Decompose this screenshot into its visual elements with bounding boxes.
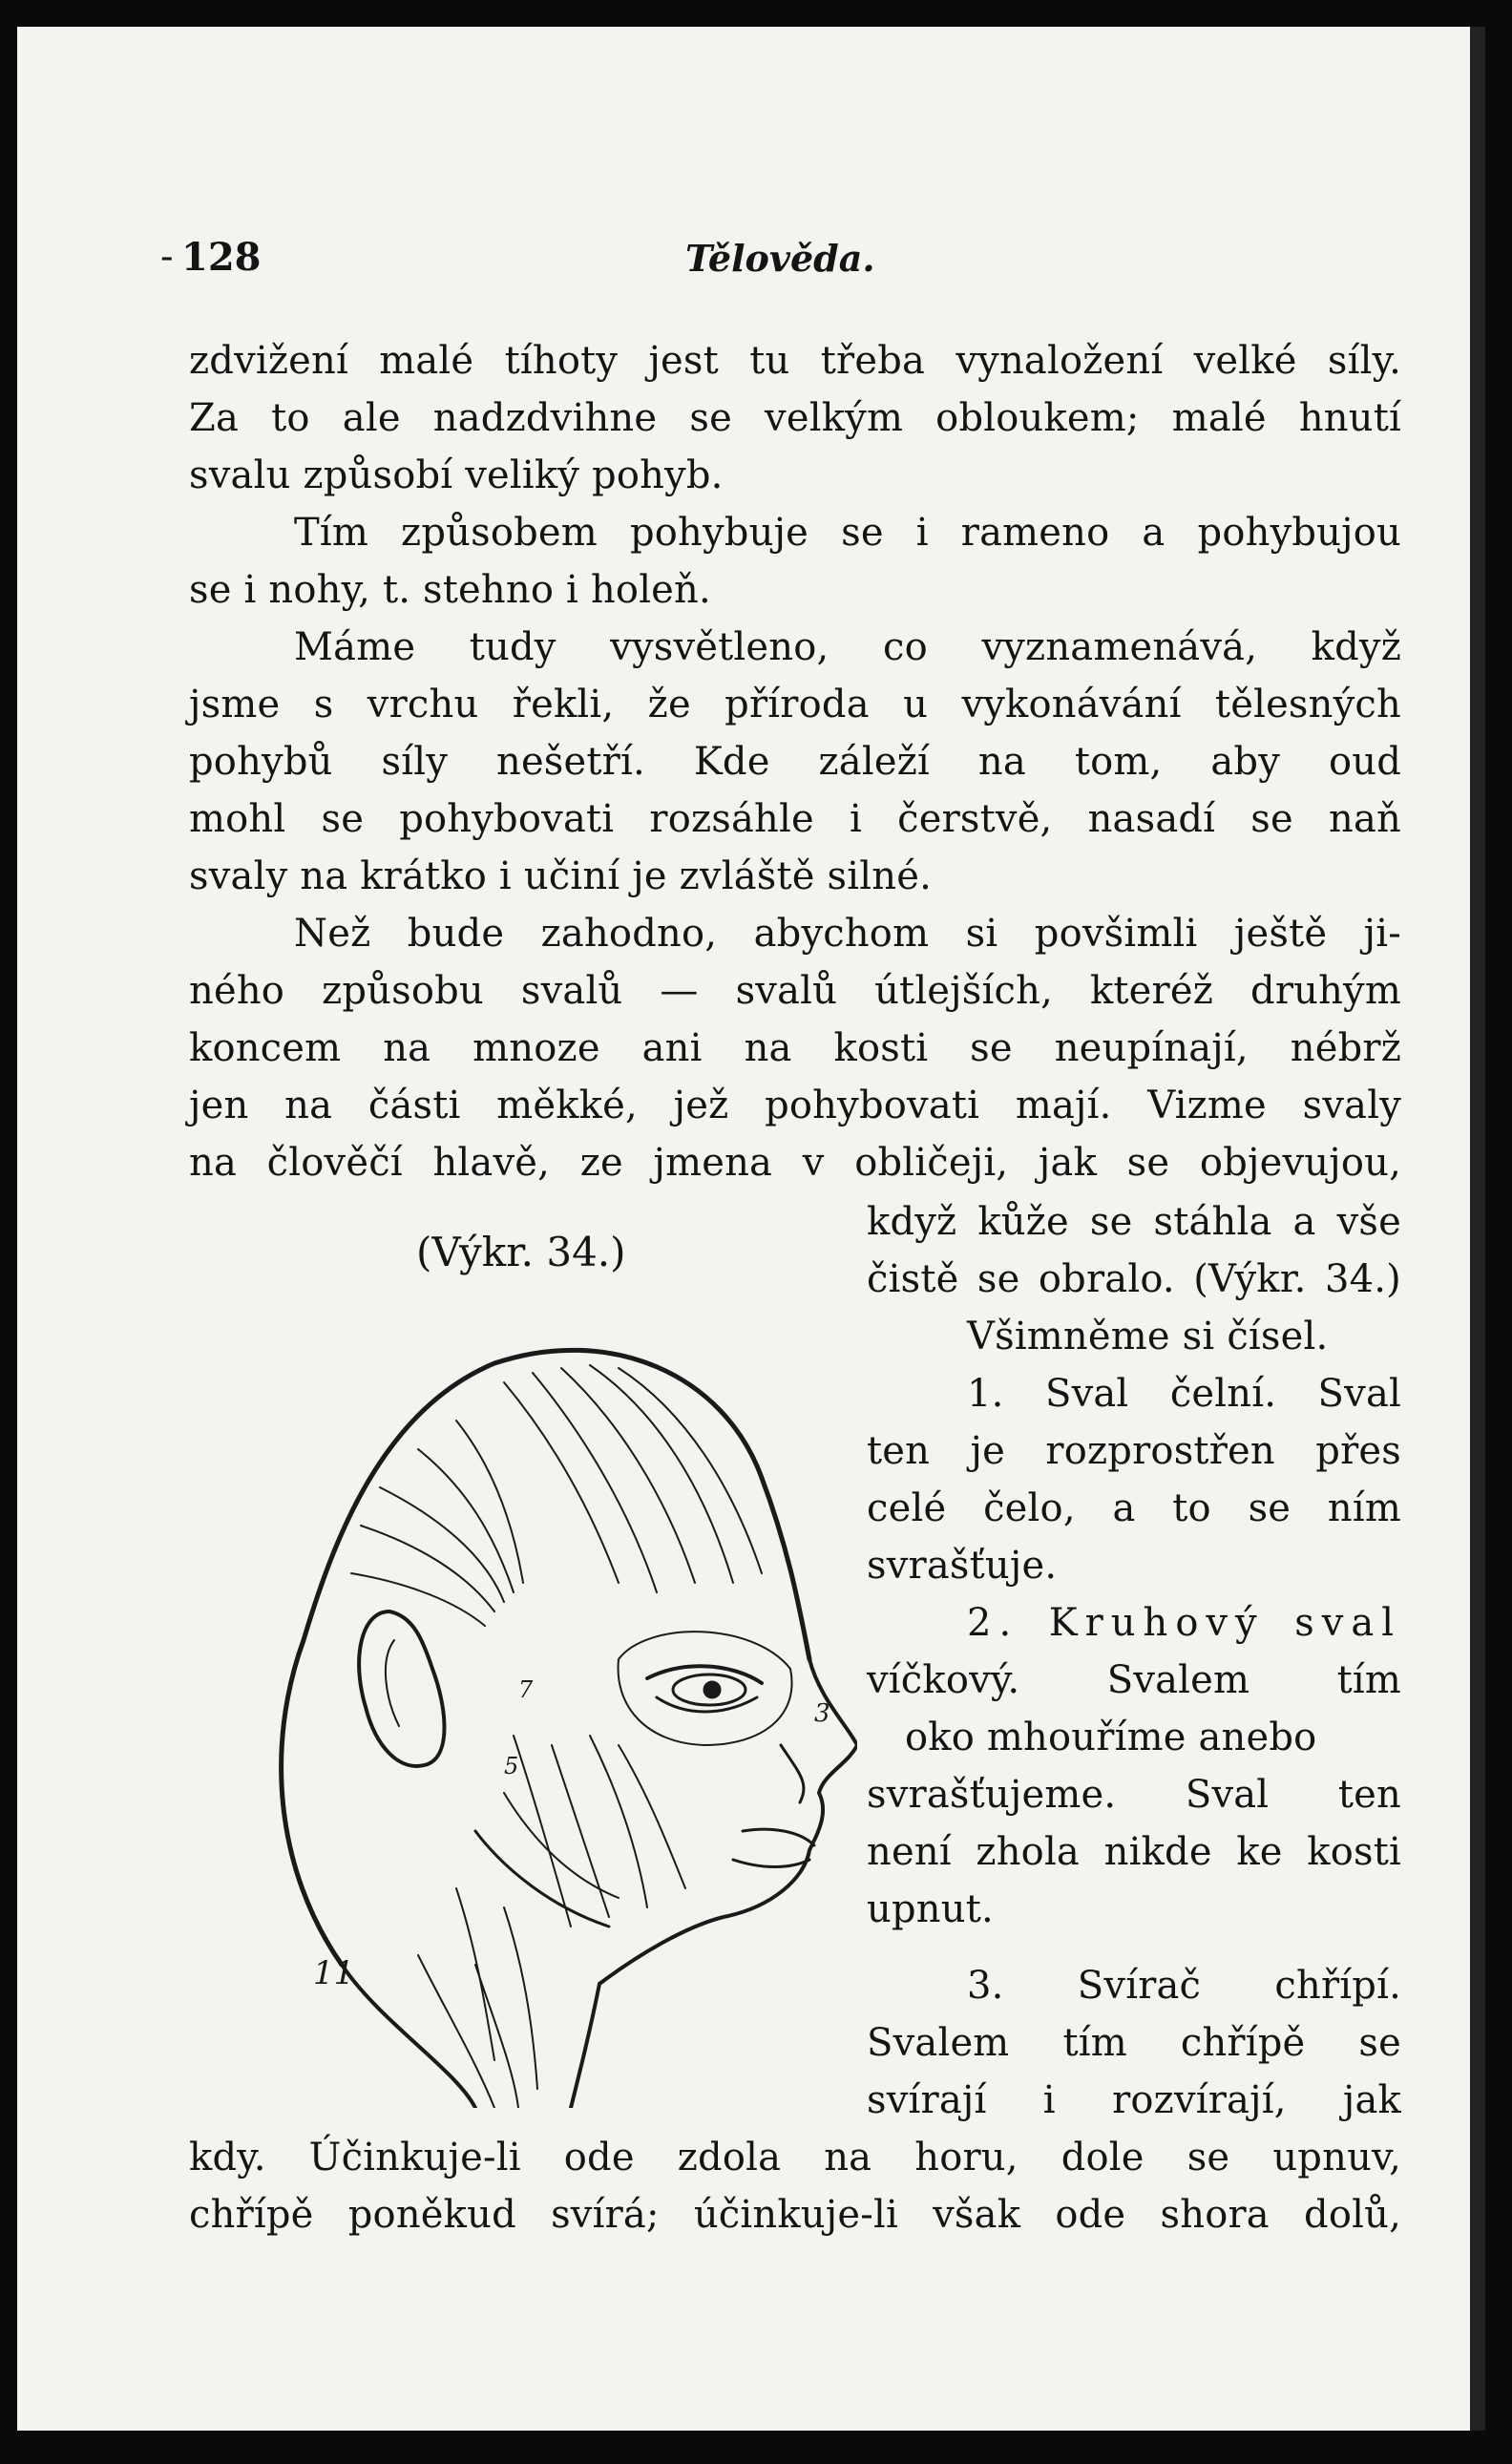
text-line: Máme tudy vysvětleno, co vyznamenává, když <box>294 625 1401 669</box>
page-edge-shadow <box>1470 27 1485 2431</box>
text-line: se i nohy, t. stehno i holeň. <box>189 568 711 612</box>
text-line: Za to ale nadzdvihne se velkým obloukem; malé hnutí <box>189 396 1401 440</box>
text-line: víčkový. Svalem tím <box>867 1658 1401 1702</box>
figure-caption: (Výkr. 34.) <box>416 1229 626 1275</box>
text-line: není zhola nikde ke kosti <box>867 1830 1401 1874</box>
figure-label: 11 <box>313 1954 355 1992</box>
text-line: zdvižení malé tíhoty jest tu třeba vynaložení velké síly. <box>189 339 1401 383</box>
page-number: 128 <box>181 235 262 280</box>
text-line: chřípě poněkud svírá; účinkuje-li však ode shora dolů, <box>189 2193 1401 2237</box>
text-line: jen na části měkké, jež pohybovati mají. Vizme svaly <box>189 1084 1401 1127</box>
text-line: čistě se obralo. (Výkr. 34.) <box>867 1257 1401 1301</box>
text-line: celé čelo, a to se ním <box>867 1486 1401 1530</box>
text-line: když kůže se stáhla a vše <box>867 1200 1401 1244</box>
figure-label: 5 <box>504 1753 519 1780</box>
text-line: svrašťuje. <box>867 1544 1058 1588</box>
text-line: upnut. <box>867 1887 994 1931</box>
text-line: kdy. Účinkuje-li ode zdola na horu, dole se upnuv, <box>189 2136 1401 2180</box>
text-line: svrašťujeme. Sval ten <box>867 1773 1401 1817</box>
figure-label: 3 <box>814 1699 830 1728</box>
text-line: mohl se pohybovati rozsáhle i čerstvě, nasadí se naň <box>189 797 1401 841</box>
text-line: svírají i rozvírají, jak <box>867 2078 1401 2122</box>
text-line: 3. Svírač chřípí. <box>967 1964 1401 2008</box>
head-muscles-illustration <box>189 1296 857 2108</box>
figure-label: 7 <box>518 1676 534 1703</box>
running-header <box>17 235 1480 292</box>
text-line: jsme s vrchu řekli, že příroda u vykonávání tělesných <box>189 683 1401 727</box>
text-line: Všimněme si čísel. <box>967 1315 1329 1358</box>
text-line: pohybů síly nešetří. Kde záleží na tom, aby oud <box>189 740 1401 784</box>
text-line: 2. Kruhový sval <box>967 1601 1401 1645</box>
text-line: oko mhouříme anebo <box>905 1716 1317 1759</box>
text-line: Než bude zahodno, abychom si povšimli ještě ji- <box>294 912 1401 956</box>
book-page <box>17 27 1480 2431</box>
text-line: ného způsobu svalů — svalů útlejších, kteréž druhým <box>189 969 1401 1013</box>
text-line: Tím způsobem pohybuje se i rameno a pohybujou <box>294 511 1401 555</box>
text-line: koncem na mnoze ani na kosti se neupínají, nébrž <box>189 1026 1401 1070</box>
text-line: 1. Sval čelní. Sval <box>967 1372 1401 1416</box>
text-line: na člověčí hlavě, ze jmena v obličeji, jak se objevujou, <box>189 1141 1401 1185</box>
text-line: svaly na krátko i učiní je zvláště silné. <box>189 854 933 898</box>
running-title: Tělověda. <box>685 237 875 280</box>
text-line: svalu způsobí veliký pohyb. <box>189 453 724 497</box>
text-line: Svalem tím chřípě se <box>867 2021 1401 2065</box>
margin-mark: - <box>160 235 174 279</box>
text-line: ten je rozprostřen přes <box>867 1429 1401 1473</box>
